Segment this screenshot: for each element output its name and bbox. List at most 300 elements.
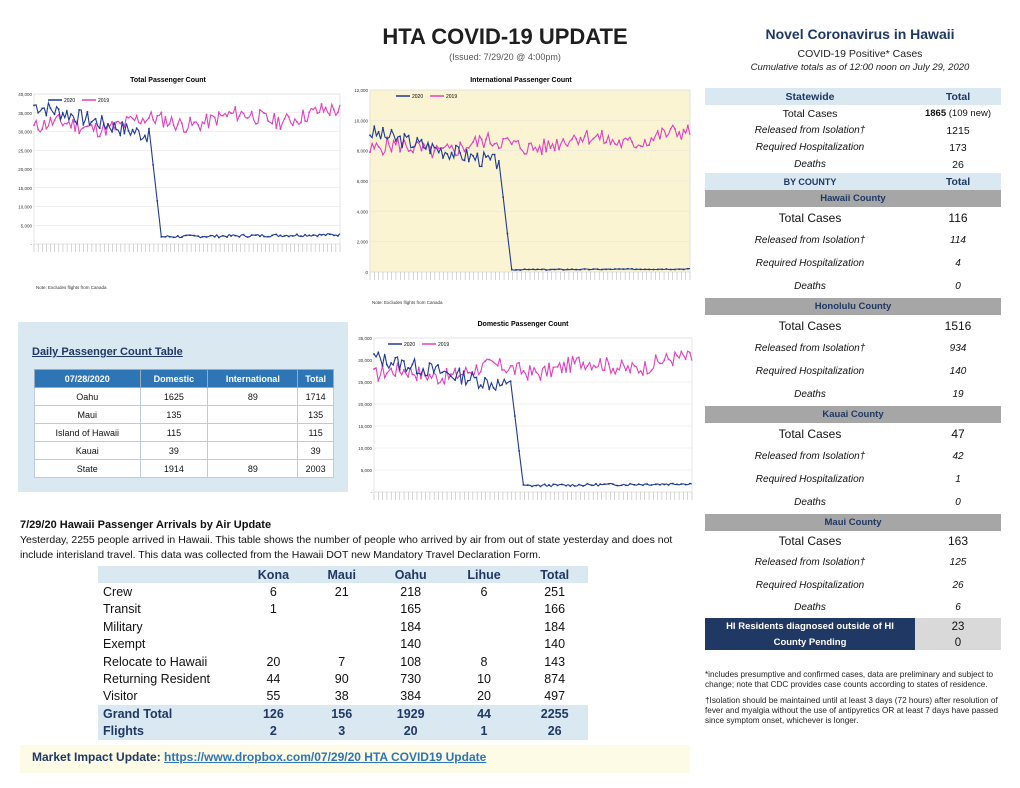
market-link[interactable]: https://www.dropbox.com/07/29/20 HTA COVID19 Update [164, 750, 487, 764]
legend-label-2019: 2019 [446, 94, 458, 100]
data-point [489, 143, 491, 145]
data-point [567, 269, 569, 271]
data-point [659, 484, 661, 486]
daily-header-domestic: Domestic [140, 370, 208, 388]
data-point [416, 373, 418, 375]
data-point [618, 140, 620, 142]
data-point [582, 485, 584, 487]
data-point [601, 130, 603, 132]
data-point [329, 114, 331, 116]
chart-title: Domestic Passenger Count [477, 321, 569, 328]
data-point [412, 374, 414, 376]
data-point [308, 234, 310, 236]
data-point [532, 149, 534, 151]
arr-header-lihue: Lihue [447, 566, 522, 583]
data-point [421, 150, 423, 152]
data-point [634, 484, 636, 486]
data-point [523, 484, 525, 486]
data-point [292, 124, 294, 126]
data-point [46, 115, 48, 117]
data-point [510, 365, 512, 367]
legend-label-2020: 2020 [412, 94, 424, 100]
data-point [429, 362, 431, 364]
data-point [243, 113, 245, 115]
data-point [218, 112, 220, 114]
data-point [425, 148, 427, 150]
data-point [243, 234, 245, 236]
data-point [416, 379, 418, 381]
county-section-honolulu: Honolulu County [705, 298, 1001, 315]
table-row: Required Hospitalization 1 [755, 474, 961, 485]
data-point [687, 125, 689, 127]
data-point [451, 145, 453, 147]
data-point [369, 151, 371, 153]
data-point [471, 372, 473, 374]
arrivals-title: 7/29/20 Hawaii Passenger Arrivals by Air Update [20, 519, 272, 531]
data-point [407, 376, 409, 378]
data-point [552, 367, 554, 369]
data-point [584, 135, 586, 137]
data-point [554, 150, 556, 152]
data-point [625, 369, 627, 371]
data-point [115, 121, 117, 123]
covid-asof: Cumulative totals as of 12:00 noon on July 29, 2020 [750, 62, 970, 73]
data-point [333, 235, 335, 237]
data-point [54, 119, 56, 121]
data-point [333, 109, 335, 111]
data-point [685, 484, 687, 486]
data-point [646, 483, 648, 485]
data-point [689, 483, 691, 485]
y-tick-label: 0 [365, 270, 368, 275]
data-point [502, 138, 504, 140]
data-point [653, 140, 655, 142]
data-point [103, 124, 105, 126]
data-point [651, 370, 653, 372]
data-point [161, 236, 163, 238]
data-point [152, 164, 154, 166]
data-point [99, 127, 101, 129]
data-point [144, 122, 146, 124]
data-point [485, 139, 487, 141]
data-point [655, 354, 657, 356]
data-point [214, 117, 216, 119]
data-point [561, 484, 563, 486]
data-point [668, 484, 670, 486]
page-title: HTA COVID-19 UPDATE [382, 24, 628, 49]
data-point [511, 269, 513, 271]
y-tick-label: 15,000 [358, 424, 372, 429]
data-point [578, 484, 580, 486]
data-point [582, 362, 584, 364]
data-point [267, 236, 269, 238]
data-point [567, 145, 569, 147]
data-point [646, 373, 648, 375]
data-point [399, 135, 401, 137]
data-point [623, 268, 625, 270]
y-tick-label: 30,000 [18, 129, 32, 135]
data-point [99, 136, 101, 138]
data-point [627, 268, 629, 270]
daily-header-total: Total [298, 370, 334, 388]
data-point [674, 128, 676, 130]
table-row: Total Cases 163 [778, 534, 969, 548]
data-point [638, 372, 640, 374]
data-point [33, 125, 35, 127]
data-point [545, 269, 547, 271]
table-row: Deaths 0 [794, 497, 961, 508]
table-row: Required Hospitalization 140 [755, 366, 967, 377]
data-point [541, 153, 543, 155]
table-row: Total Cases 1516 [778, 319, 972, 333]
data-point [523, 370, 525, 372]
data-point [476, 377, 478, 379]
y-tick-label: 10,000 [354, 118, 368, 124]
table-row: Transit 1 165 166 [103, 602, 566, 617]
table-row: Total Cases 1865 (109 new) [782, 107, 992, 120]
data-point [165, 236, 167, 238]
data-point [58, 108, 60, 110]
data-point [548, 484, 550, 486]
y-tick-label: 20,000 [18, 167, 32, 172]
data-point [528, 143, 530, 145]
data-point [587, 365, 589, 367]
data-point [468, 161, 470, 163]
data-point [477, 153, 479, 155]
total-passenger-chart [8, 72, 346, 297]
data-point [648, 144, 650, 146]
data-point [230, 235, 232, 237]
data-point [87, 111, 89, 113]
table-row: Exempt 140 140 [103, 637, 566, 652]
data-point [271, 235, 273, 237]
data-point [627, 139, 629, 141]
table-row: Released from Isolation† 114 [754, 235, 966, 246]
data-point [382, 127, 384, 129]
arr-header-total: Total [521, 566, 588, 583]
data-point [570, 485, 572, 487]
chart-title: Total Passenger Count [130, 77, 206, 84]
data-point [575, 138, 577, 140]
data-point [676, 355, 678, 357]
data-point [642, 374, 644, 376]
data-point [119, 134, 121, 136]
table-row: Total Cases 47 [778, 427, 965, 441]
data-point [206, 236, 208, 238]
data-point [580, 137, 582, 139]
chart-note: Note: Excludes flights from Canada [372, 300, 443, 305]
data-point [601, 269, 603, 271]
data-point [455, 145, 457, 147]
data-point [661, 268, 663, 270]
data-point [321, 234, 323, 236]
data-point [173, 125, 175, 127]
data-point [531, 373, 533, 375]
y-tick-label: 25,000 [358, 380, 372, 385]
data-point [561, 372, 563, 374]
data-point [672, 364, 674, 366]
arr-header-maui: Maui [309, 566, 375, 583]
data-point [284, 235, 286, 237]
y-tick-label: 15,000 [18, 185, 32, 191]
data-point [132, 129, 134, 131]
data-point [670, 128, 672, 130]
data-point [144, 135, 146, 137]
data-point [494, 143, 496, 145]
data-point [454, 368, 456, 370]
data-point [185, 131, 187, 133]
data-point [537, 268, 539, 270]
data-point [416, 137, 418, 139]
data-point [140, 139, 142, 141]
data-point [545, 151, 547, 153]
data-point [115, 129, 117, 131]
data-point [683, 129, 685, 131]
data-point [554, 269, 556, 271]
y-tick-label: 2,000 [356, 239, 368, 245]
data-point [313, 234, 315, 236]
data-point [395, 357, 397, 359]
data-point [128, 130, 130, 132]
data-point [481, 139, 483, 141]
data-point [408, 135, 410, 137]
data-point [37, 129, 39, 131]
data-point [321, 103, 323, 105]
data-point [625, 484, 627, 486]
data-point [399, 369, 401, 371]
data-point [588, 269, 590, 271]
y-tick-label: 5,000 [360, 468, 372, 473]
data-point [181, 123, 183, 125]
data-point [395, 144, 397, 146]
data-point [263, 236, 265, 238]
data-point [434, 147, 436, 149]
issued-date: (Issued: 7/29/20 @ 4:00pm) [449, 52, 561, 62]
data-point [550, 147, 552, 149]
data-point [527, 484, 529, 486]
data-point [618, 268, 620, 270]
data-point [300, 235, 302, 237]
data-point [412, 364, 414, 366]
data-point [459, 368, 461, 370]
market-impact-banner [20, 745, 690, 773]
data-point [493, 362, 495, 364]
data-point [557, 485, 559, 487]
table-row: Deaths 19 [794, 389, 964, 400]
data-point [666, 268, 668, 270]
data-point [442, 157, 444, 159]
data-point [676, 484, 678, 486]
y-tick-label: 4,000 [356, 209, 368, 215]
y-tick-label: 10,000 [18, 204, 32, 210]
y-tick-label: 10,000 [358, 446, 372, 451]
data-point [472, 155, 474, 157]
data-point [518, 362, 520, 364]
data-point [541, 269, 543, 271]
data-point [156, 200, 158, 202]
table-row: Oahu 1625 89 1714 [35, 388, 334, 406]
data-point [593, 268, 595, 270]
data-point [140, 123, 142, 125]
data-point [558, 268, 560, 270]
table-row: Visitor 55 38 384 20 497 [103, 689, 566, 704]
data-point [41, 108, 43, 110]
data-point [132, 118, 134, 120]
data-point [493, 387, 495, 389]
data-point [597, 268, 599, 270]
data-point [562, 269, 564, 271]
table-row: Maui 135 135 [35, 406, 334, 424]
data-point [629, 371, 631, 373]
data-point [429, 153, 431, 155]
data-point [189, 117, 191, 119]
data-point [612, 368, 614, 370]
data-point [485, 156, 487, 158]
data-point [524, 153, 526, 155]
data-point [434, 150, 436, 152]
data-point [663, 484, 665, 486]
data-point [552, 484, 554, 486]
data-point [317, 112, 319, 114]
data-point [584, 268, 586, 270]
data-point [407, 367, 409, 369]
data-point [441, 372, 443, 374]
data-point [66, 123, 68, 125]
data-point [488, 359, 490, 361]
data-point [386, 364, 388, 366]
data-point [197, 124, 199, 126]
data-point [429, 374, 431, 376]
data-point [377, 352, 379, 354]
data-point [202, 121, 204, 123]
data-point [455, 155, 457, 157]
data-point [578, 357, 580, 359]
data-point [62, 112, 64, 114]
data-point [78, 109, 80, 111]
data-point [557, 366, 559, 368]
data-point [674, 269, 676, 271]
y-tick-label: 25,000 [18, 148, 32, 154]
data-point [535, 485, 537, 487]
covid-stats-table [705, 88, 1001, 650]
data-point [420, 378, 422, 380]
data-point [377, 380, 379, 382]
data-point [648, 269, 650, 271]
arrivals-description: Yesterday, 2255 people arrived in Hawaii. This table shows the number of people who arrived by air from out of state yesterday and does not include interisland travel. This data was collected from the Hawaii DOT new Mandatory Travel Declaration Form. [20, 534, 673, 561]
data-point [580, 269, 582, 271]
data-point [614, 143, 616, 145]
footnote-1: *includes presumptive and confirmed cases, data are preliminary and subject to change; note that CDC provides case counts according to states of residence. [705, 670, 994, 689]
y-tick-label: 35,000 [358, 336, 372, 341]
data-point [390, 362, 392, 364]
pending-row: County Pending 0 [705, 635, 1001, 650]
data-point [373, 368, 375, 370]
data-point [638, 483, 640, 485]
y-tick-label: - [370, 490, 372, 495]
data-point [412, 152, 414, 154]
data-point [148, 117, 150, 119]
data-point [304, 234, 306, 236]
data-point [259, 236, 261, 238]
data-point [276, 127, 278, 129]
y-tick-label: 12,000 [354, 88, 368, 93]
data-point [629, 483, 631, 485]
data-point [535, 372, 537, 374]
data-point [451, 152, 453, 154]
data-point [177, 235, 179, 237]
data-point [74, 121, 76, 123]
data-point [74, 130, 76, 132]
data-point [558, 148, 560, 150]
data-point [476, 364, 478, 366]
data-point [610, 268, 612, 270]
data-point [386, 373, 388, 375]
data-point [33, 105, 35, 107]
data-point [369, 134, 371, 136]
table-row: Released from Isolation† 1215 [754, 124, 970, 137]
county-section-maui: Maui County [705, 514, 1001, 531]
data-point [528, 269, 530, 271]
data-point [484, 377, 486, 379]
data-point [46, 128, 48, 130]
domestic-passenger-chart [348, 316, 698, 512]
data-point [373, 125, 375, 127]
data-point [587, 483, 589, 485]
data-point [161, 112, 163, 114]
data-point [562, 138, 564, 140]
data-point [670, 269, 672, 271]
table-row: Deaths 0 [794, 281, 961, 292]
arr-header-kona: Kona [238, 566, 309, 583]
data-point [395, 140, 397, 142]
data-point [659, 363, 661, 365]
data-point [378, 131, 380, 133]
data-point [280, 235, 282, 237]
table-row: Released from Isolation† 125 [754, 557, 967, 568]
data-point [230, 112, 232, 114]
data-point [202, 236, 204, 238]
data-point [511, 144, 513, 146]
data-point [325, 234, 327, 236]
data-point [210, 114, 212, 116]
table-row: Crew 6 21 218 6 251 [103, 585, 566, 600]
data-point [506, 383, 508, 385]
data-point [403, 369, 405, 371]
data-point [657, 269, 659, 271]
data-point [91, 121, 93, 123]
data-point [498, 147, 500, 149]
data-point [267, 120, 269, 122]
data-point [317, 236, 319, 238]
data-point [604, 483, 606, 485]
legend-label-2020: 2020 [64, 98, 76, 104]
data-point [438, 148, 440, 150]
data-point [531, 486, 533, 488]
data-point [276, 234, 278, 236]
data-point [177, 124, 179, 126]
data-point [532, 268, 534, 270]
arrivals-table [98, 566, 588, 740]
data-point [489, 159, 491, 161]
data-point [477, 145, 479, 147]
table-row: Returning Resident 44 90 730 10 874 [103, 672, 566, 687]
data-point [507, 137, 509, 139]
data-point [284, 118, 286, 120]
data-point [472, 141, 474, 143]
data-point [50, 117, 52, 119]
data-point [623, 139, 625, 141]
data-point [614, 268, 616, 270]
